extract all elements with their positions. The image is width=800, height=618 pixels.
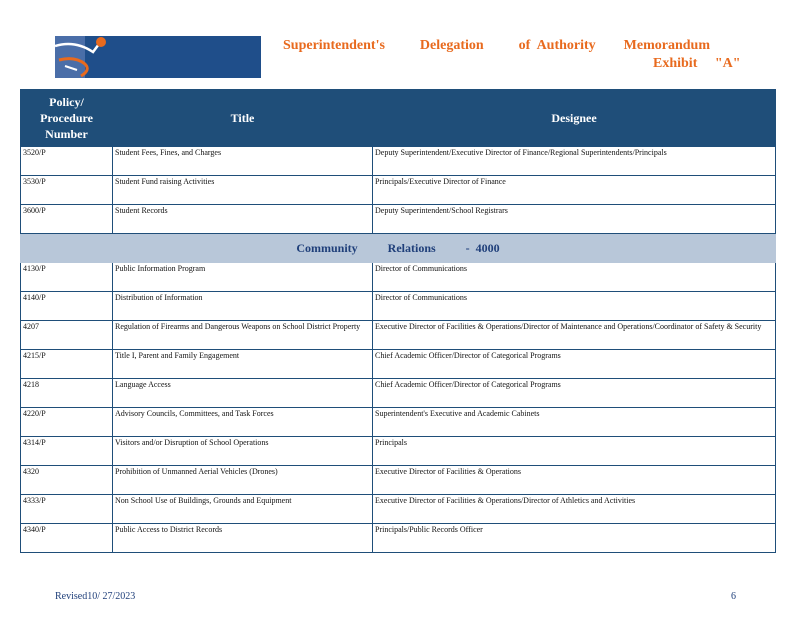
section-row <box>21 234 776 263</box>
column-header-designee: Designee <box>373 90 776 147</box>
cell-designee: Principals/Executive Director of Finance <box>373 176 776 205</box>
page-number: 6 <box>731 591 736 602</box>
cell-title: Regulation of Firearms and Dangerous Weapons on School District Property <box>113 321 373 350</box>
cell-title: Student Records <box>113 205 373 234</box>
column-header-number: Policy/ Procedure Number <box>21 90 113 147</box>
cell-title: Visitors and/or Disruption of School Operations <box>113 437 373 466</box>
cell-number: 4215/P <box>21 350 113 379</box>
table-row <box>21 379 776 408</box>
cell-title: Student Fees, Fines, and Charges <box>113 147 373 176</box>
cell-title: Advisory Councils, Committees, and Task Forces <box>113 408 373 437</box>
cell-number: 4207 <box>21 321 113 350</box>
cell-designee: Chief Academic Officer/Director of Categorical Programs <box>373 350 776 379</box>
cell-number: 3530/P <box>21 176 113 205</box>
cell-title: Student Fund raising Activities <box>113 176 373 205</box>
table-row <box>21 176 776 205</box>
cell-designee: Superintendent's Executive and Academic Cabinets <box>373 408 776 437</box>
district-logo <box>55 36 261 78</box>
cell-designee: Chief Academic Officer/Director of Categorical Programs <box>373 379 776 408</box>
exhibit-label: Exhibit "A" <box>653 56 741 71</box>
table-row <box>21 524 776 553</box>
cell-number: 4340/P <box>21 524 113 553</box>
cell-designee: Director of Communications <box>373 263 776 292</box>
logo-emblem-icon <box>55 36 261 78</box>
table-row <box>21 321 776 350</box>
cell-title: Distribution of Information <box>113 292 373 321</box>
cell-designee: Principals/Public Records Officer <box>373 524 776 553</box>
cell-designee: Deputy Superintendent/Executive Director of Finance/Regional Superintendents/Principals <box>373 147 776 176</box>
table-row <box>21 408 776 437</box>
cell-designee: Director of Communications <box>373 292 776 321</box>
table-row <box>21 147 776 176</box>
cell-number: 4140/P <box>21 292 113 321</box>
table-header-row <box>21 90 776 147</box>
cell-designee: Executive Director of Facilities & Operations/Director of Maintenance and Operations/Coordinator of Safety & Security <box>373 321 776 350</box>
table-row <box>21 437 776 466</box>
cell-number: 4220/P <box>21 408 113 437</box>
cell-title: Non School Use of Buildings, Grounds and Equipment <box>113 495 373 524</box>
table-row <box>21 466 776 495</box>
cell-number: 4130/P <box>21 263 113 292</box>
table-row <box>21 205 776 234</box>
cell-designee: Executive Director of Facilities & Operations/Director of Athletics and Activities <box>373 495 776 524</box>
cell-number: 4320 <box>21 466 113 495</box>
cell-title: Public Information Program <box>113 263 373 292</box>
cell-number: 3520/P <box>21 147 113 176</box>
table-row <box>21 350 776 379</box>
table-row <box>21 495 776 524</box>
cell-designee: Executive Director of Facilities & Operations <box>373 466 776 495</box>
cell-title: Public Access to District Records <box>113 524 373 553</box>
revision-date: Revised10/ 27/2023 <box>55 591 136 602</box>
section-label: Community Relations - 4000 <box>21 234 776 263</box>
cell-designee: Deputy Superintendent/School Registrars <box>373 205 776 234</box>
cell-number: 4333/P <box>21 495 113 524</box>
table-row <box>21 292 776 321</box>
cell-title: Language Access <box>113 379 373 408</box>
cell-title: Title I, Parent and Family Engagement <box>113 350 373 379</box>
table-row <box>21 263 776 292</box>
cell-number: 4218 <box>21 379 113 408</box>
delegation-table <box>20 89 776 553</box>
cell-number: 3600/P <box>21 205 113 234</box>
cell-number: 4314/P <box>21 437 113 466</box>
memo-title: Superintendent's Delegation of Authority Memorandum <box>283 38 710 53</box>
cell-title: Prohibition of Unmanned Aerial Vehicles (Drones) <box>113 466 373 495</box>
cell-designee: Principals <box>373 437 776 466</box>
column-header-title: Title <box>113 90 373 147</box>
